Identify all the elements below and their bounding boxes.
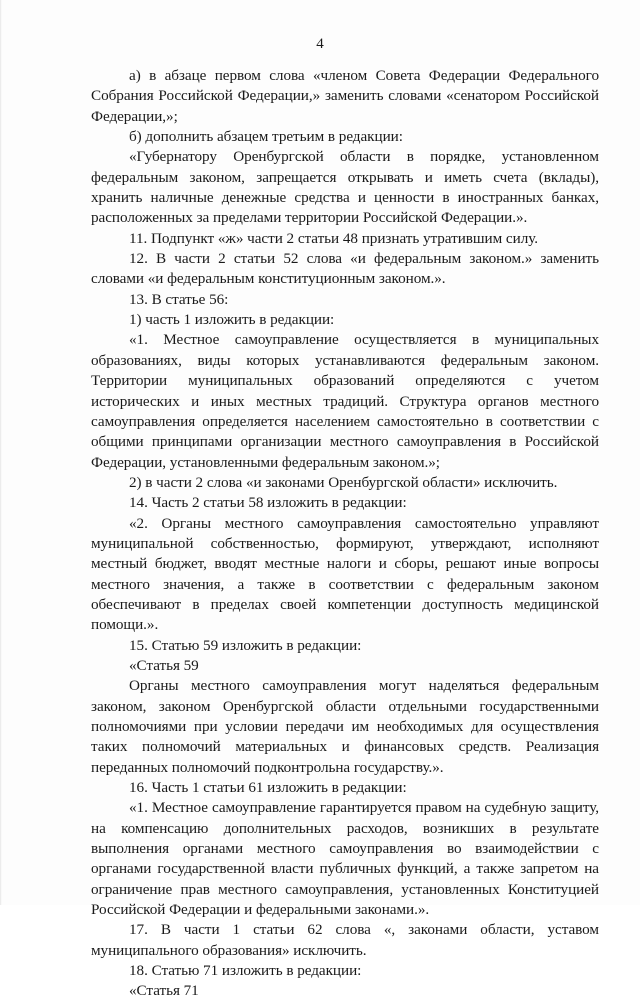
paragraph-item-13-1: 1) часть 1 изложить в редакции:	[129, 311, 335, 329]
scan-edge	[0, 0, 2, 905]
paragraph-article-71-heading: «Статья 71	[129, 982, 199, 1000]
paragraph-item-11: 11. Подпункт «ж» части 2 статьи 48 признать утратившим силу.	[129, 229, 538, 247]
paragraph-governor-quote: «Губернатору Оренбургской области в порядке, установленном федеральным законом, запрещается открывать и иметь счета (вклады), хранить наличные денежные средства и ценности в иностранных банках, расположенных за пределами территории Российской Федерации.».	[91, 148, 599, 227]
paragraph-item-13: 13. В статье 56:	[129, 290, 229, 308]
paragraph-article-59-heading: «Статья 59	[129, 656, 199, 674]
paragraph-local-self-government-quote: «1. Местное самоуправление осуществляется в муниципальных образованиях, виды которых устанавливаются федеральным законом. Территории муниципальных образований определяются с учетом исторических и иных местных традиций. Структура органов местного самоуправления определяется населением самостоятельно в соответствии с общими принципами организации местного самоуправления в Российской Федерации, установленными федеральным законом.»;	[91, 331, 599, 471]
paragraph-item-16: 16. Часть 1 статьи 61 изложить в редакции:	[129, 779, 407, 797]
paragraph-item-14: 14. Часть 2 статьи 58 изложить в редакции:	[129, 494, 407, 512]
paragraph-judicial-protection-quote: «1. Местное самоуправление гарантируется правом на судебную защиту, на компенсацию дополнительных расходов, возникших в результате выполнения органами местного самоуправления во взаимодействии с органами государственной власти публичных функций, а также запретом на ограничение прав местного самоуправления, установленных Конституцией Российской Федерации и федеральными законами.».	[91, 799, 599, 919]
paragraph-municipal-property-quote: «2. Органы местного самоуправления самостоятельно управляют муниципальной собственностью, формируют, утверждают, исполняют местный бюджет, вводят местные налоги и сборы, решают иные вопросы местного значения, а также в соответствии с федеральным законом обеспечивают в пределах своей компетенции доступность медицинской помощи.».	[91, 514, 599, 634]
paragraph-item-12: 12. В части 2 статьи 52 слова «и федеральным законом.» заменить словами «и федеральным конституционным законом.».	[91, 250, 599, 288]
paragraph-a-first-abzac: а) в абзаце первом слова «членом Совета Федерации Федерального Собрания Российской Федерации,» заменить словами «сенатором Российской Федерации,»;	[91, 67, 599, 125]
page-number: 4	[316, 36, 324, 52]
paragraph-article-59-text: Органы местного самоуправления могут наделяться федеральным законом, законом Оренбургской области отдельными государственными полномочиями при условии передачи им необходимых для осуществления таких полномочий материальных и финансовых средств. Реализация переданных полномочий подконтрольна государству.».	[91, 677, 599, 776]
paragraph-item-18: 18. Статью 71 изложить в редакции:	[129, 962, 362, 980]
paragraph-b-third-abzac: б) дополнить абзацем третьим в редакции:	[129, 128, 403, 146]
paragraph-item-15: 15. Статью 59 изложить в редакции:	[129, 636, 362, 654]
document-body	[91, 66, 599, 1002]
paragraph-item-17: 17. В части 1 статьи 62 слова «, законами области, уставом муниципального образования» исключить.	[91, 921, 599, 959]
paragraph-item-13-2: 2) в части 2 слова «и законами Оренбургской области» исключить.	[129, 473, 558, 491]
